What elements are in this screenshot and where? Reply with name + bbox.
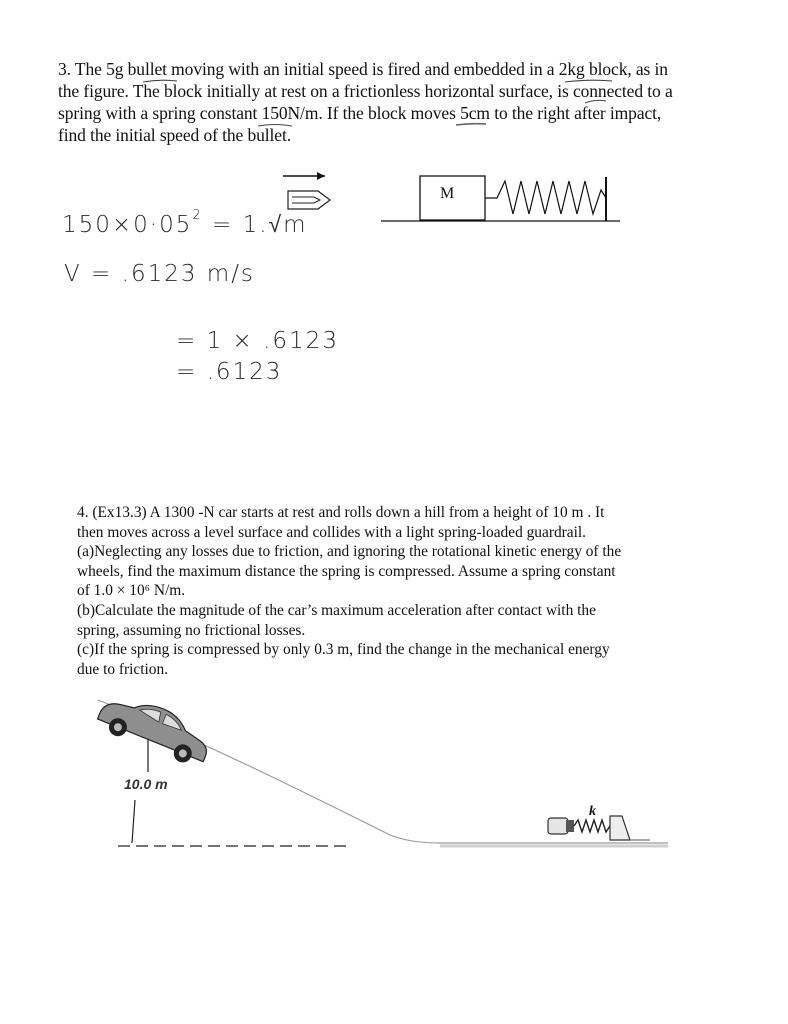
spring-guardrail-icon (548, 816, 650, 840)
q4-line-8: (c)If the spring is compressed by only 0.3 m, find the change in the mechanical energy (77, 641, 610, 659)
q4-line-1: 4. (Ex13.3) A 1300 -N car starts at rest and rolls down a hill from a height of 10 m . It (77, 504, 605, 521)
q4-line-6: (b)Calculate the magnitude of the car’s maximum acceleration after contact with the (77, 601, 596, 619)
q3-line-4: find the initial speed of the bullet. (58, 125, 291, 145)
height-label: 10.0 m (124, 776, 168, 792)
q4-line-9: due to friction. (77, 660, 169, 678)
q3-line-1: 3. The 5g bullet moving with an initial speed is fired and embedded in a 2kg block, as in (58, 59, 668, 79)
hw-line1-rhs: = 1.√m (211, 212, 308, 238)
handwritten-line-2: V = .6123 m/s (64, 261, 255, 287)
q4-line-2: then moves across a level surface and collides with a light spring-loaded guardrail. (77, 523, 587, 541)
hw-line1-exponent: 2 (192, 208, 203, 224)
car-icon (94, 687, 216, 770)
q3-line-3: spring with a spring constant 150N/m. If the block moves 5cm to the right after impact, (58, 103, 662, 123)
spring-constant-label: k (589, 804, 596, 819)
hw-line1-lhs: 150×0·05 (62, 212, 193, 238)
handwritten-line-3: = 1 × .6123 (176, 328, 339, 354)
handwritten-line-4: = .6123 (176, 359, 283, 385)
q4-line-7: spring, assuming no frictional losses. (77, 621, 306, 639)
q3-line-2: the figure. The block initially at rest on a frictionless horizontal surface, is connected to a (58, 81, 673, 101)
q4-line-3: (a)Neglecting any losses due to friction, and ignoring the rotational kinetic energy of the (77, 543, 622, 561)
q4-line-5: of 1.0 × 10⁶ N/m. (77, 582, 186, 600)
block-label: M (440, 185, 455, 202)
q4-line-4: wheels, find the maximum distance the spring is compressed. Assume a spring constant (77, 562, 616, 580)
